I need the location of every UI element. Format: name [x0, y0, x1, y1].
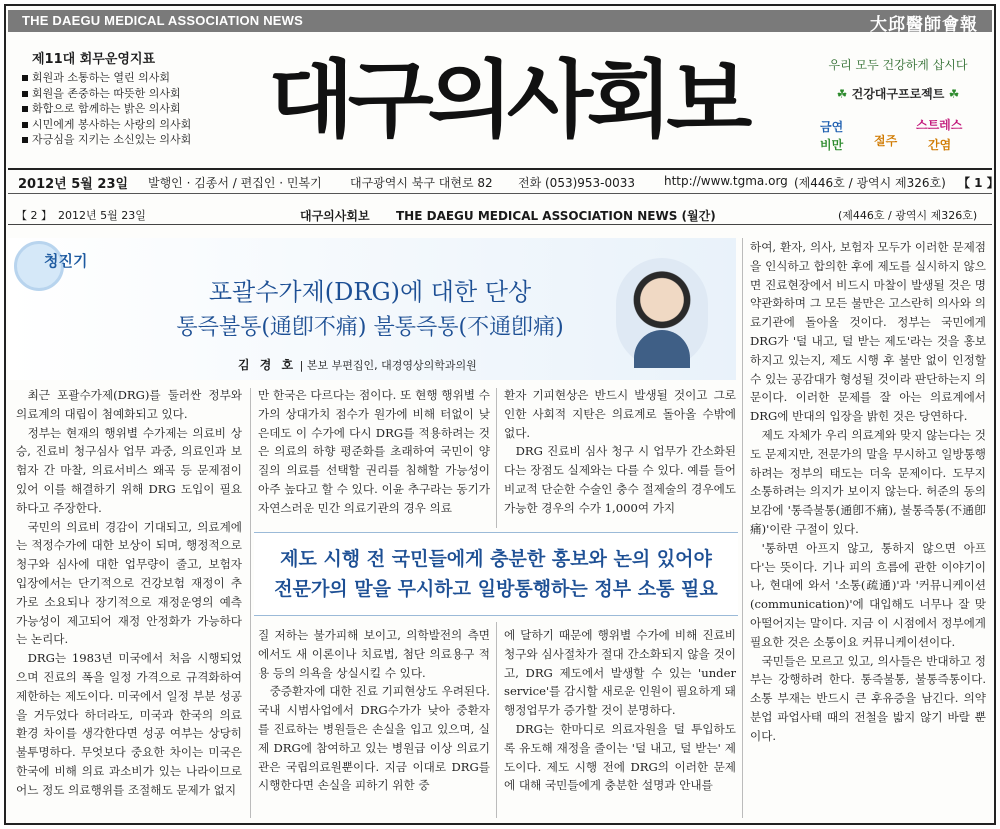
paragraph: 국민의 의료비 경감이 기대되고, 의료계에는 적정수가에 대한 보상이 되며, 행정적으로 청구와 심사에 대한 업무량이 줄고, 보험자 입장에서는 단기적으로 건강보험 재정이 추가로 소요되나 장기적으로 재정운영의 예측 가능성이 제고되어 재정 안정화가 가능하다는 논리다.: [16, 519, 242, 647]
column-divider: [496, 622, 497, 818]
masthead-topbar: [8, 10, 992, 35]
publisher: 발행인 · 김종서 / 편집인 · 민복기: [148, 176, 322, 190]
pull-quote: [254, 532, 738, 616]
project-word: 비만: [820, 138, 844, 152]
paragraph: 최근 포괄수가제(DRG)를 둘러싼 정부와 의료계의 대립이 첨예화되고 있다.: [16, 388, 242, 421]
project-word: 스트레스: [916, 118, 963, 132]
goals-list: [20, 70, 240, 148]
column-divider: [250, 388, 251, 818]
paragraph: DRG는 1983년 미국에서 처음 시행되었으며 진료의 폭을 일정 가격으로 규격화하여 제한하는 제도이다. 미국에서 일정 부분 성공을 거두었다 하더라도, 미국과 한국의 의료 환경 차이를 생각한다면 성공 여부는 상당히 불투명하다. 무엇보다 중요한 차이는 미국은 한국에 비해 의료 과소비가 있는 나라이므로 어느 정도 의료행위를 조절해도 문제가 없지: [16, 651, 242, 797]
article-column-2-top: [258, 386, 490, 526]
project-name: 건강대구프로젝트: [851, 87, 945, 101]
page-number: 【 1 】: [958, 176, 999, 190]
pull-quote-line: 제도 시행 전 국민들에게 충분한 홍보와 논의 있어야: [280, 548, 712, 570]
section-badge: 청진기: [44, 252, 88, 270]
slogan: 우리 모두 건강하게 삽시다: [828, 58, 968, 72]
byline: [238, 356, 477, 373]
article-headline: 포괄수가제(DRG)에 대한 단상: [208, 278, 532, 306]
newspaper-title: 대구의사회보: [268, 51, 746, 149]
page-header-issue: (제446호 / 광역시 제326호): [838, 209, 978, 222]
article-column-1: [16, 386, 242, 816]
paragraph: DRG 진료비 심사 청구 시 업무가 간소화된다는 장점도 실제와는 다를 수 있다. 예를 들어 비교적 단순한 수술인 충수 절제술의 경우에도 가능한 경우의 수가 1,000여 가지: [504, 444, 736, 515]
paragraph: 중증환자에 대한 진료 기피현상도 우려된다. 국내 시범사업에서 DRG수가가 낮아 중환자를 진료하는 병원들은 손실을 입고 있으며, 실제 DRG에 참여하고 있는 병원급 이상 의료기관은 국립의료원뿐이다. 지금 이대로 DRG를 시행한다면 손실을 피하기 위한 중: [258, 684, 490, 793]
page-header-en-title: THE DAEGU MEDICAL ASSOCIATION NEWS (월간): [396, 209, 716, 223]
clover-icon: ☘: [836, 87, 848, 101]
author-name: 김 경 호: [238, 358, 297, 372]
page-header-title: 대구의사회보: [300, 209, 370, 223]
pull-quote-line: 전문가의 말을 무시하고 일방통행하는 정부 소통 필요: [274, 578, 718, 600]
goal-item: 시민에게 봉사하는 사랑의 의사회: [20, 117, 240, 133]
author-affiliation: 본보 부편집인, 대경영상의학과의원: [306, 359, 477, 372]
issue-number: (제446호 / 광역시 제326호): [794, 176, 946, 190]
article-column-3-bottom: [504, 626, 736, 816]
article-subheadline: 통즉불통(通卽不痛) 불통즉통(不通卽痛): [176, 315, 564, 340]
address: 대구광역시 북구 대현로 82: [350, 176, 493, 190]
paragraph: 제도 자체가 우리 의료계와 맞지 않는다는 것도 문제지만, 전문가의 말을 무시하고 일방통행하려는 정부의 태도는 더욱 문제이다. 도무지 소통하려는 의지가 보이지 않는다. 허준의 동의보감에 '통즉불통(通卽不痛), 불통즉통(不通卽痛)'이란 구절이 있다.: [750, 427, 986, 536]
article-column-4: [750, 238, 986, 816]
paragraph: 에 달하기 때문에 행위별 수가에 비해 진료비 청구와 심사절차가 절대 간소화되지 않을 것이고, DRG 제도에서 발생할 수 있는 'under service'를 감시할 새로운 인원이 필요하게 돼 행정업무가 증가할 것이 분명하다.: [504, 628, 736, 718]
clover-icon: ☘: [948, 87, 960, 101]
paragraph: DRG는 한마디로 의료자원을 덜 투입하도록 유도해 재정을 줄이는 '덜 내고, 덜 받는' 제도이다. 제도 시행 전에 DRG의 이러한 문제에 대해 국민들에게 충분한 설명과 안내를: [504, 721, 736, 793]
masthead-hanja-name: 大邱醫師會報: [870, 15, 978, 35]
column-divider: [742, 238, 743, 818]
page-header-date: 2012년 5월 23일: [58, 209, 146, 222]
goal-item: 회원을 존중하는 따뜻한 의사회: [20, 86, 240, 102]
goal-item: 회원과 소통하는 열린 의사회: [20, 70, 240, 86]
paragraph: '통하면 아프지 않고, 통하지 않으면 아프다'는 뜻이다. 기나 피의 흐름에 관한 이야기이나, 현대에 와서 '소통(疏通)'과 '커뮤니케이션(communication)'에 대입해도 너무나 잘 맞아떨어지는 말이다. 지금 이 시점에서 정부에게 필요한 것은 소통이요 커뮤니케이션이다.: [750, 540, 986, 649]
paragraph: 하여, 환자, 의사, 보험자 모두가 이러한 문제점을 인식하고 합의한 후에 제도를 실시하지 않으면 진료현장에서 비드시 마찰이 발생될 것은 명약관화하며 그 모든 불만은 고스란히 의사와 의료기관에 돌아올 것이다. 정부는 국민에게 DRG가 '덜 내고, 덜 받는 제도'라는 것을 홍보하지고 있는지, 제도 시행 후 불만 없이 인정할 수 있는 공감대가 형성될 것이라 판단하는지 의문이다. 이러한 문제를 잘 아는 의료계에서 DRG에 반대의 입장을 밝힌 것은 당연하다.: [750, 240, 986, 424]
paragraph: 질 저하는 불가피해 보이고, 의학발전의 측면에서도 새 이론이나 치료법, 첨단 의료용구 적용 등의 의욕을 상실시킬 수 있다.: [258, 628, 490, 680]
goal-item: 화합으로 함께하는 밝은 의사회: [20, 101, 240, 117]
goals-title: 제11대 회무운영지표: [32, 52, 156, 67]
goal-item: 자긍심을 지키는 소신있는 의사회: [20, 132, 240, 148]
website-url: http://www.tgma.org: [664, 174, 788, 188]
page-header-number: 【 2 】: [16, 209, 52, 222]
paragraph: 국민들은 모르고 있고, 의사들은 반대하고 정부는 강행하려 한다. 통즉불통, 불통즉통이다. 소통 부재는 반드시 큰 후유증을 남긴다. 의약분업 파업사태 때의 전철을 밟지 않기 바랄 뿐이다.: [750, 653, 986, 743]
column-divider: [496, 388, 497, 528]
masthead-english-name: THE DAEGU MEDICAL ASSOCIATION NEWS: [22, 13, 304, 28]
byline-separator: |: [299, 359, 307, 372]
management-goals: [20, 48, 240, 148]
page-header: [8, 205, 992, 225]
author-photo: [616, 258, 708, 368]
paragraph: 만 한국은 다르다는 점이다. 또 현행 행위별 수가의 상대가치 점수가 원가에 비해 터없이 낮은데도 이 수가에 다시 DRG를 적용하려는 것은 의료의 하향 평준화를 초래하여 국민이 양질의 의료를 선택할 권리를 침해할 가능성이 아주 높다고 할 수 있다. 이윤 추구라는 동기가 자연스러운 민간 의료기관의 경우 의료: [258, 388, 490, 515]
article-column-3-top: [504, 386, 736, 526]
paragraph: 정부는 현재의 행위별 수가제는 의료비 상승, 진료비 청구심사 업무 과중, 의료인과 보험자 간 마찰, 의료서비스 왜곡 등 문제점이 있어 이를 해결하기 위해 DRG 도입이 필요하다고 주장한다.: [16, 425, 242, 515]
project-name-row: [812, 85, 984, 102]
publication-date: 2012년 5월 23일: [18, 177, 129, 192]
health-project-box: [812, 50, 984, 162]
project-word: 절주: [874, 134, 898, 148]
paragraph: 환자 기피현상은 반드시 발생될 것이고 그로 인한 사회적 지탄은 의료계로 돌아올 수밖에 없다.: [504, 388, 736, 440]
publication-info-bar: [8, 168, 999, 194]
project-word: 간염: [928, 138, 952, 152]
article-column-2-bottom: [258, 626, 490, 816]
project-word: 금연: [820, 120, 844, 134]
phone: 전화 (053)953-0033: [518, 176, 636, 190]
